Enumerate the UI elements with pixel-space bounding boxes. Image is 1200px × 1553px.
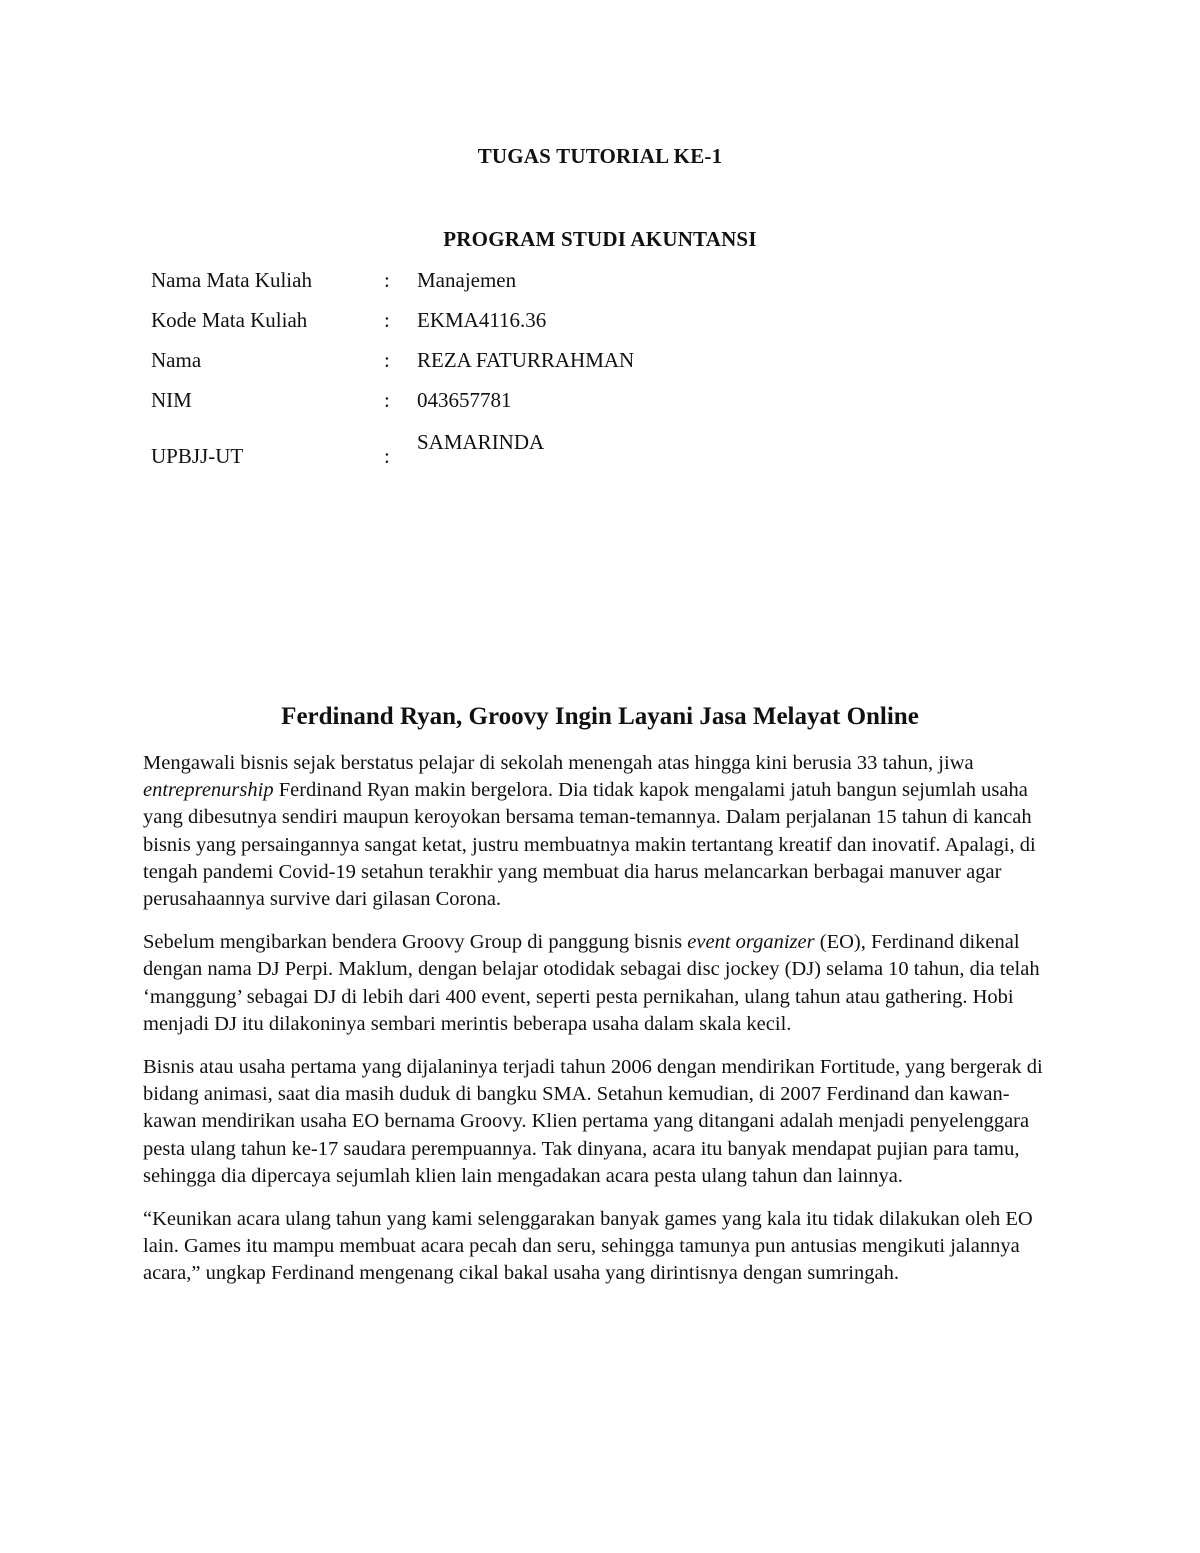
info-value: Manajemen (417, 268, 517, 292)
info-separator: : (384, 268, 390, 292)
info-separator: : (384, 388, 390, 412)
article-paragraph-1 (143, 750, 1063, 913)
info-label: Nama Mata Kuliah (151, 268, 312, 292)
paragraph-text: Ferdinand Ryan makin bergelora. Dia tidak kapok mengalami jatuh bangun sejumlah usaha yang dibesutnya sendiri maupun keroyokan bersama teman-temannya. Dalam perjalanan 15 tahun di kancah bisnis yang persaingannya sangat ketat, justru membuatnya makin tertantang kreatif dan inovatif. Apalagi, di tengah pandemi Covid-19 setahun terakhir yang membuat dia harus melancarkan berbagai manuver agar perusahaannya survive dari gilasan Corona. (143, 779, 1036, 911)
article-paragraph-3: Bisnis atau usaha pertama yang dijalaninya terjadi tahun 2006 dengan mendirikan Fortitude, yang bergerak di bidang animasi, saat dia masih duduk di bangku SMA. Setahun kemudian, di 2007 Ferdinand dan kawan-kawan mendirikan usaha EO bernama Groovy. Klien pertama yang ditangani adalah menjadi penyelenggara pesta ulang tahun ke-17 saudara perempuannya. Tak dinyana, acara itu banyak mendapat pujian para tamu, sehingga dia dipercaya sejumlah klien lain mengadakan acara pesta ulang tahun dan lainnya. (143, 1056, 1043, 1187)
info-separator: : (384, 348, 390, 372)
info-value: EKMA4116.36 (417, 308, 547, 332)
info-value: 043657781 (417, 388, 512, 412)
assignment-title: TUGAS TUTORIAL KE-1 (477, 144, 723, 168)
info-value: REZA FATURRAHMAN (417, 348, 635, 372)
article-paragraph-4: “Keunikan acara ulang tahun yang kami selenggarakan banyak games yang kala itu tidak dilakukan oleh EO lain. Games itu mampu membuat acara pecah dan seru, sehingga tamunya pun antusias mengikuti jalannya acara,” ungkap Ferdinand mengenang cikal bakal usaha yang dirintisnya dengan sumringah. (143, 1208, 1033, 1285)
paragraph-text: (EO), Ferdinand dikenal dengan nama DJ Perpi. Maklum, dengan belajar otodidak sebagai disc jockey (DJ) selama 10 tahun, dia telah ‘manggung’ sebagai DJ di lebih dari 400 event, seperti pesta pernikahan, ulang tahun atau gathering. Hobi menjadi DJ itu dilakoninya sembari merintis beberapa usaha dalam skala kecil. (143, 931, 1040, 1035)
paragraph-emphasis: entreprenurship (143, 779, 274, 802)
paragraph-text: Mengawali bisnis sejak berstatus pelajar di sekolah menengah atas hingga kini berusia 33 tahun, jiwa (143, 752, 974, 774)
article-title: Ferdinand Ryan, Groovy Ingin Layani Jasa Melayat Online (281, 703, 919, 730)
info-separator: : (384, 308, 390, 332)
info-separator: : (384, 444, 390, 468)
article-paragraph-2 (143, 929, 1063, 1038)
article-body (143, 750, 1063, 1304)
paragraph-text: Sebelum mengibarkan bendera Groovy Group di panggung bisnis (143, 931, 688, 954)
info-label: NIM (151, 388, 192, 412)
info-value: SAMARINDA (417, 430, 545, 454)
info-label: Nama (151, 348, 202, 372)
info-label: Kode Mata Kuliah (151, 308, 308, 332)
study-program-title: PROGRAM STUDI AKUNTANSI (443, 227, 757, 251)
info-row-name (151, 348, 851, 388)
info-label: UPBJJ-UT (151, 444, 244, 468)
info-row-nim (151, 388, 851, 428)
paragraph-emphasis: event organizer (687, 931, 815, 954)
